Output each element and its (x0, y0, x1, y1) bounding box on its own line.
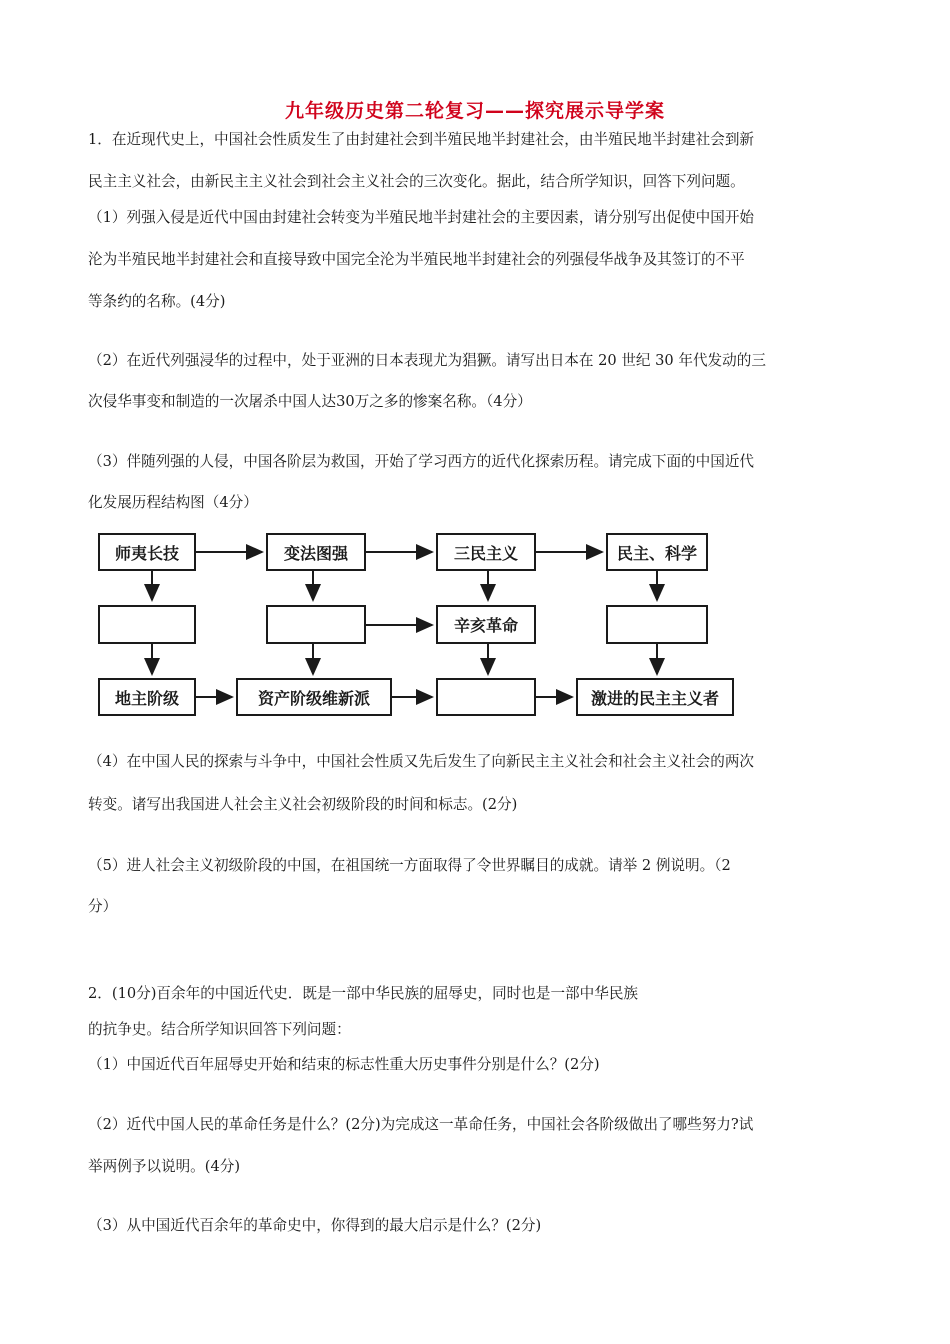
blank-answer-box-2[interactable] (266, 605, 366, 644)
page-title: 九年级历史第二轮复习——探究展示导学案 (284, 100, 665, 122)
blank-answer-box-1[interactable] (98, 605, 196, 644)
q1-part1-line3: 等条约的名称。(4分) (88, 293, 226, 310)
q1-part3-line1: （3）伴随列强的人侵，中国各阶层为救国，开始了学习西方的近代化探索历程。请完成下面的中国近代 (88, 453, 755, 470)
box-jijin-minzhu-zhuyizhe: 激进的民主主义者 (576, 678, 734, 716)
box-dizhu-jieji: 地主阶级 (98, 678, 196, 716)
q1-part2-line2: 次侵华事变和制造的一次屠杀中国人达30万之多的惨案名称。（4分） (88, 393, 532, 410)
blank-answer-box-4[interactable] (436, 678, 536, 716)
q2-part1: （1）中国近代百年屈辱史开始和结束的标志性重大历史事件分别是什么？(2分) (88, 1056, 600, 1073)
box-shiyi-changji: 师夷长技 (98, 533, 196, 571)
q1-part3-line2: 化发展历程结构图（4分） (88, 494, 258, 511)
box-sanmin-zhuyi: 三民主义 (436, 533, 536, 571)
q2-part2-line1: （2）近代中国人民的革命任务是什么？(2分)为完成这一革命任务，中国社会各阶级做出了哪些努力?试 (88, 1116, 754, 1133)
q2-part3: （3）从中国近代百余年的革命史中，你得到的最大启示是什么？(2分) (88, 1217, 542, 1234)
q2-intro-line1: 2．(10分)百余年的中国近代史．既是一部中华民族的屈辱史，同时也是一部中华民族 (88, 985, 639, 1002)
q1-part5-line2: 分） (88, 898, 118, 915)
box-zichan-jieji-weixinpai: 资产阶级维新派 (236, 678, 392, 716)
box-xinhai-geming: 辛亥革命 (436, 605, 536, 644)
q1-part2-line1: （2）在近代列强浸华的过程中，处于亚洲的日本表现尤为猖獗。请写出日本在 20 世纪 30 年代发动的三 (88, 352, 766, 369)
q2-intro-line2: 的抗争史。结合所学知识回答下列问题： (88, 1021, 351, 1038)
q1-part1-line1: （1）列强入侵是近代中国由封建社会转变为半殖民地半封建社会的主要因素，请分别写出促使中国开始 (88, 209, 755, 226)
q1-part5-line1: （5）进人社会主义初级阶段的中国，在祖国统一方面取得了令世界瞩目的成就。请举 2 例说明。（2 (88, 857, 731, 874)
q1-intro-line2: 民主主义社会，由新民主主义社会到社会主义社会的三次变化。据此，结合所学知识，回答下列问题。 (88, 173, 745, 190)
q1-part4-line2: 转变。诸写出我国进人社会主义社会初级阶段的时间和标志。(2分) (88, 796, 518, 813)
q1-intro-line1: 1．在近现代史上，中国社会性质发生了由封建社会到半殖民地半封建社会，由半殖民地半封建社会到新 (88, 131, 755, 148)
q1-part4-line1: （4）在中国人民的探索与斗争中，中国社会性质又先后发生了向新民主主义社会和社会主义社会的两次 (88, 753, 755, 770)
q1-part1-line2: 沦为半殖民地半封建社会和直接导致中国完全沦为半殖民地半封建社会的列强侵华战争及其签订的不平 (88, 251, 745, 268)
box-bianfa-tuqiang: 变法图强 (266, 533, 366, 571)
box-minzhu-kexue: 民主、科学 (606, 533, 708, 571)
blank-answer-box-3[interactable] (606, 605, 708, 644)
q2-part2-line2: 举两例予以说明。(4分) (88, 1158, 241, 1175)
